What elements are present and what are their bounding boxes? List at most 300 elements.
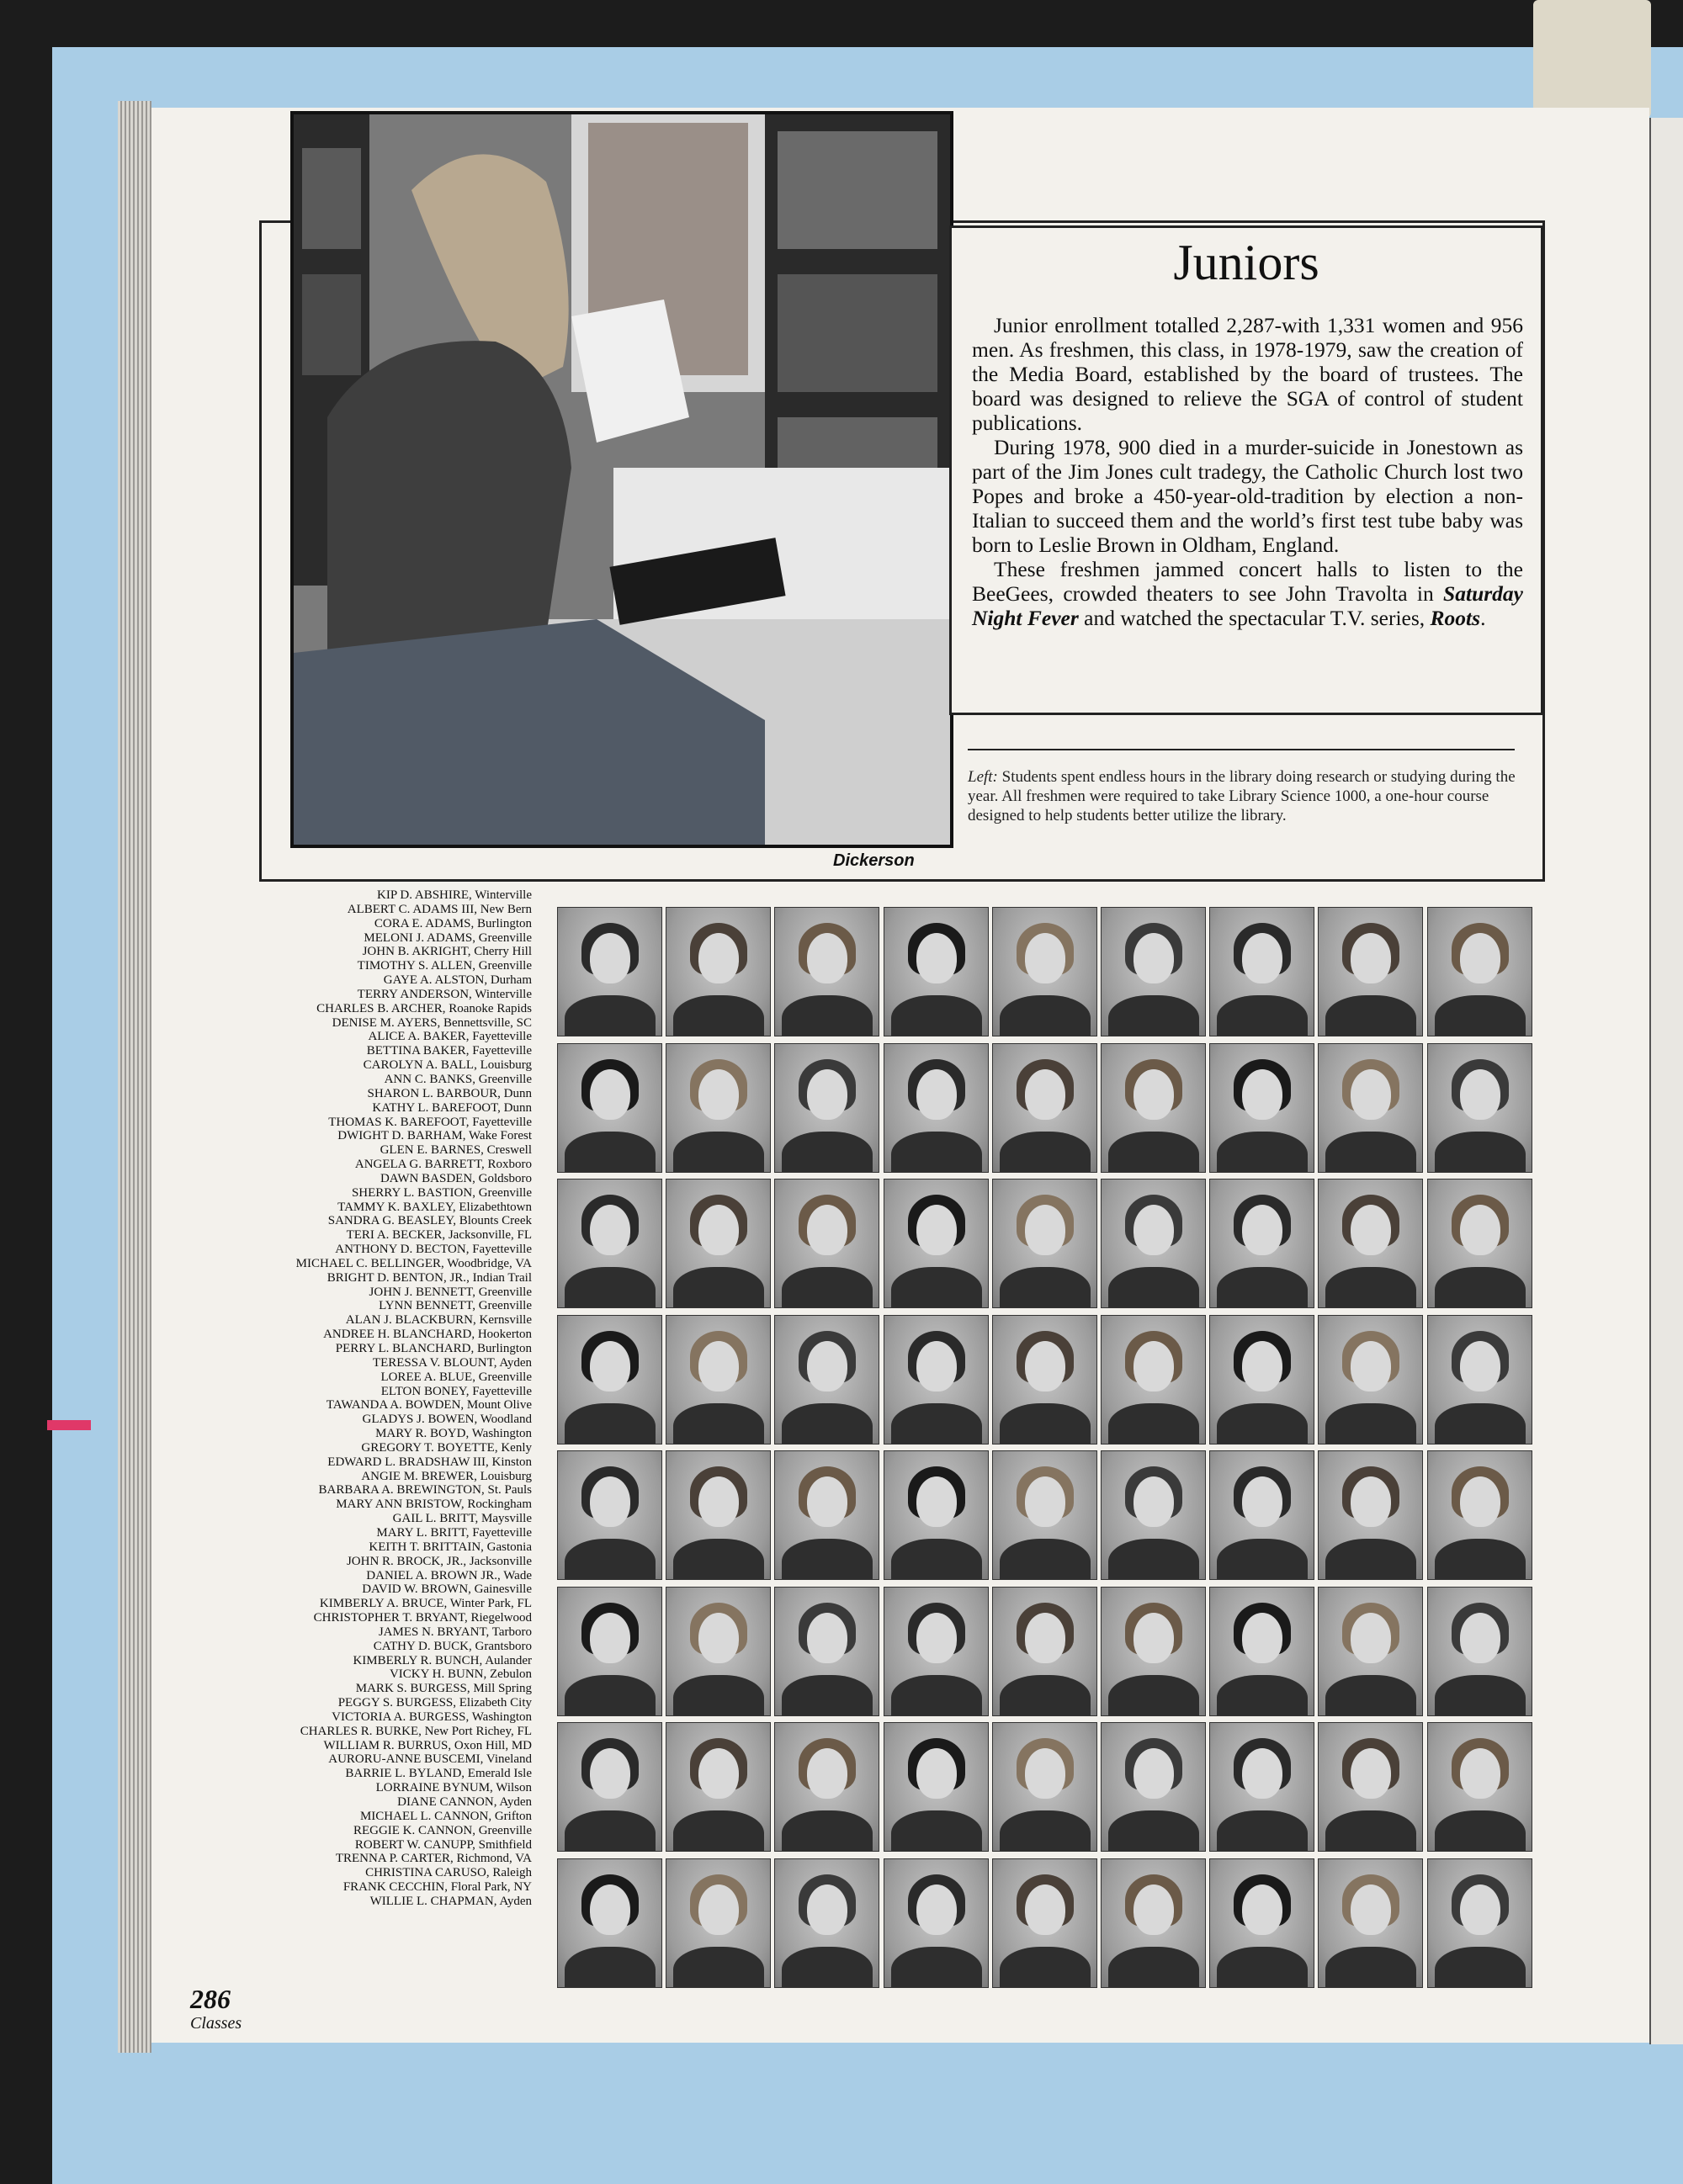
page-edges (118, 101, 151, 2053)
portrait-face (590, 1341, 630, 1392)
photo-credit: Dickerson (833, 851, 915, 870)
student-name: KIP D. ABSHIRE (377, 888, 470, 902)
student-portrait (666, 1587, 771, 1716)
student-portrait (557, 1179, 662, 1308)
roster-entry: CORA E. ADAMS, Burlington (374, 916, 532, 930)
article-body (972, 313, 1523, 630)
portrait-grid (555, 907, 1537, 2007)
portrait-shoulders (1000, 1947, 1091, 1988)
student-portrait (1427, 1587, 1532, 1716)
portrait-shoulders (565, 1810, 656, 1852)
student-hometown: Washington (471, 1710, 532, 1724)
student-portrait (774, 1315, 879, 1445)
portrait-face (916, 1748, 957, 1799)
student-hometown: Greenville (478, 1823, 532, 1837)
student-portrait (1427, 1315, 1532, 1445)
student-hometown: New Port Richey, FL (424, 1724, 532, 1738)
roster-entry: ANGELA G. BARRETT, Roxboro (354, 1158, 532, 1172)
portrait-shoulders (1000, 1539, 1091, 1580)
student-name: DIANE CANNON (397, 1795, 494, 1809)
roster-entry: KATHY L. BAREFOOT, Dunn (372, 1100, 532, 1115)
roster-entry: TAWANDA A. BOWDEN, Mount Olive (326, 1398, 532, 1413)
student-hometown: Ayden (499, 1894, 532, 1908)
student-portrait (557, 907, 662, 1036)
portrait-shoulders (1435, 995, 1526, 1036)
student-hometown: Wade (503, 1568, 532, 1582)
student-name: GLADYS J. BOWEN (362, 1413, 475, 1427)
student-name: CHRISTINA CARUSO (365, 1866, 486, 1880)
student-hometown: New Bern (480, 902, 532, 916)
roster-entry: ROBERT W. CANUPP, Smithfield (354, 1837, 532, 1852)
student-portrait (1318, 1043, 1423, 1173)
roster-entry: TAMMY K. BAXLEY, Elizabethtown (337, 1200, 532, 1214)
student-name: VICKY H. BUNN (389, 1667, 484, 1682)
student-portrait (557, 1043, 662, 1173)
portrait-face (590, 1884, 630, 1935)
student-name: SANDRA G. BEASLEY (327, 1214, 454, 1228)
roster-entry: JOHN B. AKRIGHT, Cherry Hill (362, 945, 532, 959)
student-name: TERRY ANDERSON (357, 987, 470, 1001)
paragraph-3-text-a: These freshmen jammed concert halls to listen to the BeeGees, crowded theaters to see John Travolta in (972, 557, 1523, 606)
student-portrait (774, 1450, 879, 1580)
student-name: ANGELA G. BARRETT (354, 1158, 481, 1172)
portrait-shoulders (1435, 1403, 1526, 1445)
student-name: ALICE A. BAKER (368, 1030, 466, 1044)
portrait-face (1351, 1341, 1391, 1392)
student-name: CORA E. ADAMS (374, 916, 471, 930)
portrait-face (807, 1613, 847, 1663)
roster-entry: MARK S. BURGESS, Mill Spring (355, 1682, 532, 1696)
student-hometown: Aulander (485, 1653, 532, 1667)
student-name: KIMBERLY R. BUNCH (353, 1653, 480, 1667)
portrait-face (1460, 1341, 1500, 1392)
student-portrait (1318, 1179, 1423, 1308)
student-portrait (992, 1043, 1097, 1173)
roster-entry: TERI A. BECKER, Jacksonville, FL (346, 1228, 532, 1243)
student-portrait (992, 1450, 1097, 1580)
student-portrait (557, 1450, 662, 1580)
portrait-shoulders (1325, 1947, 1416, 1988)
student-portrait (557, 1722, 662, 1852)
student-hometown: Wake Forest (468, 1129, 532, 1143)
portrait-shoulders (1435, 1675, 1526, 1716)
student-portrait (1209, 1722, 1314, 1852)
portrait-shoulders (782, 1675, 873, 1716)
portrait-shoulders (891, 1403, 982, 1445)
student-portrait (1209, 1858, 1314, 1988)
student-portrait (774, 1722, 879, 1852)
roster-entry: BARRIE L. BYLAND, Emerald Isle (345, 1767, 532, 1781)
student-name: DANIEL A. BROWN JR. (366, 1568, 497, 1582)
student-hometown: Floral Park, NY (450, 1880, 532, 1895)
student-portrait (666, 907, 771, 1036)
portrait-face (1134, 1613, 1174, 1663)
student-hometown: Grifton (494, 1809, 532, 1823)
roster-entry: DANIEL A. BROWN JR., Wade (366, 1568, 532, 1582)
student-portrait (1427, 1450, 1532, 1580)
student-hometown: Woodbridge, VA (447, 1256, 532, 1270)
student-portrait (992, 1858, 1097, 1988)
portrait-face (1242, 1205, 1282, 1255)
portrait-face (1134, 1884, 1174, 1935)
student-name: PERRY L. BLANCHARD (335, 1342, 471, 1355)
portrait-face (916, 1884, 957, 1935)
roster-entry: SHERRY L. BASTION, Greenville (351, 1185, 532, 1200)
photo-caption (968, 767, 1516, 825)
student-hometown: Tarboro (491, 1625, 532, 1639)
portrait-shoulders (1108, 1132, 1199, 1173)
student-hometown: Zebulon (490, 1667, 532, 1682)
cover-mark (47, 1420, 91, 1430)
student-hometown: Greenville (478, 1072, 532, 1086)
article-paragraph-1: Junior enrollment totalled 2,287-with 1,331 women and 956 men. As freshmen, this class, in 1978-1979, saw the creation of the Media Board, established by the board of trustees. The board was designed to relieve the SGA of control of student publications. (972, 313, 1523, 435)
library-photo-illustration (294, 114, 950, 845)
portrait-shoulders (1217, 1132, 1308, 1173)
portrait-shoulders (1435, 1539, 1526, 1580)
student-name: MARK S. BURGESS (355, 1682, 467, 1696)
student-name: ANTHONY D. BECTON (335, 1243, 466, 1257)
student-hometown: Gainesville (474, 1582, 532, 1597)
portrait-shoulders (782, 995, 873, 1036)
portrait-face (1025, 1069, 1065, 1120)
portrait-face (1134, 1341, 1174, 1392)
roster-entry: SHARON L. BARBOUR, Dunn (367, 1086, 532, 1100)
roster-entry: BETTINA BAKER, Fayetteville (366, 1044, 532, 1058)
student-name: ROBERT W. CANUPP (354, 1837, 473, 1852)
roster-entry: GLEN E. BARNES, Creswell (380, 1143, 532, 1158)
portrait-shoulders (1325, 995, 1416, 1036)
student-hometown: Elizabethtown (459, 1200, 532, 1214)
portrait-face (1242, 1341, 1282, 1392)
portrait-shoulders (1217, 1675, 1308, 1716)
portrait-face (1025, 1884, 1065, 1935)
student-portrait (1101, 1858, 1206, 1988)
student-portrait (884, 907, 989, 1036)
portrait-face (916, 933, 957, 983)
student-portrait (1427, 1722, 1532, 1852)
portrait-face (1025, 933, 1065, 983)
roster-entry: WILLIAM R. BURRUS, Oxon Hill, MD (323, 1738, 532, 1752)
student-portrait (557, 1315, 662, 1445)
portrait-shoulders (565, 1947, 656, 1988)
portrait-face (590, 1205, 630, 1255)
student-portrait (884, 1587, 989, 1716)
article-paragraph-2: During 1978, 900 died in a murder-suicide in Jonestown as part of the Jim Jones cult tradegy, the Catholic Church lost two Popes and broke a 450-year-old-tradition by election a non-Italian to succeed them and the world’s first test tube baby was born to Leslie Brown in Oldham, England. (972, 435, 1523, 557)
student-hometown: Fayetteville (472, 1384, 532, 1398)
paragraph-3-end: . (1480, 606, 1486, 630)
portrait-face (1351, 1884, 1391, 1935)
student-name: KATHY L. BAREFOOT (372, 1100, 498, 1115)
student-name: TRENNA P. CARTER (335, 1852, 451, 1866)
portrait-face (1025, 1476, 1065, 1527)
portrait-face (1351, 1476, 1391, 1527)
student-name: KIMBERLY A. BRUCE (319, 1597, 444, 1611)
roster-entry: VICKY H. BUNN, Zebulon (389, 1667, 532, 1682)
student-portrait (992, 1179, 1097, 1308)
student-name: JOHN J. BENNETT (369, 1285, 473, 1299)
portrait-shoulders (1217, 1539, 1308, 1580)
student-name: DAVID W. BROWN (362, 1582, 469, 1597)
portrait-face (698, 1884, 739, 1935)
roster-entry: THOMAS K. BAREFOOT, Fayetteville (328, 1115, 532, 1129)
student-portrait (1318, 1587, 1423, 1716)
portrait-face (807, 1341, 847, 1392)
portrait-shoulders (1435, 1947, 1526, 1988)
student-portrait (884, 1722, 989, 1852)
student-name: BARBARA A. BREWINGTON (318, 1483, 481, 1498)
page-number: 286 (190, 1984, 231, 2014)
portrait-face (807, 1069, 847, 1120)
student-hometown: Emerald Isle (467, 1767, 532, 1781)
portrait-face (916, 1476, 957, 1527)
student-hometown: Oxon Hill, MD (454, 1738, 532, 1752)
portrait-shoulders (891, 1132, 982, 1173)
portrait-face (807, 933, 847, 983)
student-name: MICHAEL C. BELLINGER (295, 1256, 442, 1270)
student-name: GREGORY T. BOYETTE (361, 1440, 495, 1455)
student-hometown: Greenville (478, 1299, 532, 1313)
student-name: GAIL L. BRITT (392, 1512, 475, 1526)
portrait-face (1460, 1613, 1500, 1663)
student-hometown: Dunn (503, 1100, 532, 1115)
portrait-face (698, 933, 739, 983)
student-portrait (1209, 907, 1314, 1036)
portrait-shoulders (565, 995, 656, 1036)
portrait-shoulders (891, 1810, 982, 1852)
student-portrait (1209, 1450, 1314, 1580)
student-name: JOHN R. BROCK, JR. (346, 1554, 464, 1568)
portrait-shoulders (1435, 1132, 1526, 1173)
student-hometown: Kernsville (479, 1313, 532, 1328)
portrait-face (1025, 1205, 1065, 1255)
portrait-shoulders (1217, 995, 1308, 1036)
student-portrait (1318, 1858, 1423, 1988)
student-hometown: Raleigh (492, 1866, 532, 1880)
student-portrait (666, 1858, 771, 1988)
portrait-face (1242, 1884, 1282, 1935)
student-hometown: Burlington (476, 1342, 532, 1355)
student-hometown: St. Pauls (487, 1483, 532, 1498)
portrait-face (1351, 1069, 1391, 1120)
roster-entry: TERESSA V. BLOUNT, Ayden (372, 1355, 532, 1370)
student-name: DAWN BASDEN (380, 1171, 473, 1185)
student-name: EDWARD L. BRADSHAW III (327, 1455, 486, 1469)
portrait-shoulders (1108, 1403, 1199, 1445)
portrait-face (698, 1205, 739, 1255)
roster-entry: LYNN BENNETT, Greenville (379, 1299, 532, 1313)
student-portrait (1101, 1450, 1206, 1580)
roster-entry: KIMBERLY A. BRUCE, Winter Park, FL (319, 1597, 532, 1611)
student-portrait (1101, 1722, 1206, 1852)
student-hometown: Greenville (478, 930, 532, 945)
roster-entry: MICHAEL L. CANNON, Grifton (359, 1809, 532, 1823)
portrait-face (590, 933, 630, 983)
page-title: Juniors (1173, 235, 1319, 290)
student-hometown: Durham (490, 973, 532, 988)
portrait-shoulders (673, 1947, 764, 1988)
portrait-face (1351, 1613, 1391, 1663)
student-portrait (666, 1043, 771, 1173)
student-name: VICTORIA A. BURGESS (332, 1710, 466, 1724)
portrait-face (1134, 933, 1174, 983)
portrait-shoulders (1325, 1810, 1416, 1852)
student-hometown: Burlington (476, 916, 532, 930)
student-hometown: Kinston (491, 1455, 532, 1469)
portrait-shoulders (565, 1132, 656, 1173)
film-title: Saturday Night Fever (972, 581, 1523, 630)
portrait-shoulders (565, 1267, 656, 1308)
student-portrait (884, 1043, 989, 1173)
roster-entry: KIP D. ABSHIRE, Winterville (377, 888, 532, 902)
portrait-shoulders (782, 1132, 873, 1173)
portrait-face (1242, 1613, 1282, 1663)
student-hometown: Richmond, VA (456, 1852, 532, 1866)
student-hometown: Wilson (496, 1781, 532, 1795)
portrait-shoulders (782, 1810, 873, 1852)
roster-entry: DWIGHT D. BARHAM, Wake Forest (337, 1129, 532, 1143)
student-hometown: Grantsboro (475, 1639, 532, 1653)
portrait-face (807, 1476, 847, 1527)
student-name: GLEN E. BARNES (380, 1143, 481, 1158)
student-hometown: Smithfield (478, 1837, 532, 1852)
student-hometown: Bennettsville, SC (443, 1015, 532, 1030)
roster-entry: LOREE A. BLUE, Greenville (380, 1370, 532, 1384)
student-portrait (884, 1450, 989, 1580)
portrait-shoulders (1325, 1403, 1416, 1445)
student-portrait (992, 1315, 1097, 1445)
portrait-face (1242, 1069, 1282, 1120)
portrait-shoulders (673, 1403, 764, 1445)
portrait-shoulders (782, 1539, 873, 1580)
roster-entry: TRENNA P. CARTER, Richmond, VA (335, 1852, 532, 1866)
portrait-shoulders (1435, 1267, 1526, 1308)
student-portrait (1318, 1722, 1423, 1852)
portrait-shoulders (1325, 1539, 1416, 1580)
student-hometown: Winter Park, FL (449, 1597, 532, 1611)
student-name: CHARLES R. BURKE (300, 1724, 419, 1738)
portrait-shoulders (891, 1539, 982, 1580)
roster-entry: CHARLES R. BURKE, New Port Richey, FL (300, 1724, 532, 1738)
student-name: ALAN J. BLACKBURN (345, 1313, 474, 1328)
portrait-face (698, 1476, 739, 1527)
roster-entry: CATHY D. BUCK, Grantsboro (373, 1639, 532, 1653)
roster-entry: WILLIE L. CHAPMAN, Ayden (369, 1894, 532, 1908)
student-hometown: Kenly (501, 1440, 532, 1455)
roster-entry: CAROLYN A. BALL, Louisburg (363, 1058, 532, 1073)
student-name: THOMAS K. BAREFOOT (328, 1115, 466, 1129)
student-portrait (992, 907, 1097, 1036)
roster-entry: MARY L. BRITT, Fayetteville (376, 1525, 532, 1540)
student-name: LYNN BENNETT (379, 1299, 473, 1313)
student-name: ANDREE H. BLANCHARD (323, 1328, 472, 1342)
student-name: ANGIE M. BREWER (361, 1469, 475, 1483)
portrait-shoulders (891, 995, 982, 1036)
roster-entry: CHRISTINA CARUSO, Raleigh (365, 1866, 532, 1880)
portrait-shoulders (1000, 1675, 1091, 1716)
student-portrait (1427, 1858, 1532, 1988)
student-hometown: Blounts Creek (459, 1214, 532, 1228)
portrait-face (1351, 933, 1391, 983)
portrait-face (1025, 1613, 1065, 1663)
portrait-face (698, 1341, 739, 1392)
student-hometown: Woodland (480, 1413, 532, 1427)
student-portrait (1101, 907, 1206, 1036)
student-portrait (666, 1315, 771, 1445)
student-hometown: Fayetteville (472, 1243, 532, 1257)
student-hometown: Vineland (486, 1752, 532, 1767)
student-hometown: Goldsboro (478, 1171, 532, 1185)
student-hometown: Roxboro (487, 1158, 532, 1172)
student-hometown: Dunn (503, 1086, 532, 1100)
student-portrait (774, 907, 879, 1036)
portrait-face (590, 1613, 630, 1663)
student-name: TERESSA V. BLOUNT (372, 1355, 494, 1370)
student-name: SHERRY L. BASTION (351, 1185, 473, 1200)
student-hometown: Fayetteville (472, 1115, 532, 1129)
article-paragraph-3 (972, 557, 1523, 630)
student-portrait (774, 1043, 879, 1173)
student-portrait (992, 1722, 1097, 1852)
portrait-face (590, 1476, 630, 1527)
roster-entry: JOHN J. BENNETT, Greenville (369, 1285, 532, 1299)
student-portrait (1209, 1315, 1314, 1445)
portrait-shoulders (1000, 1810, 1091, 1852)
portrait-face (1460, 1476, 1500, 1527)
student-name: CATHY D. BUCK (373, 1639, 469, 1653)
student-hometown: Greenville (478, 959, 532, 973)
portrait-shoulders (1108, 1675, 1199, 1716)
student-name: MARY L. BRITT (376, 1525, 466, 1540)
roster-entry: ANGIE M. BREWER, Louisburg (361, 1469, 532, 1483)
roster-entry: TERRY ANDERSON, Winterville (357, 987, 532, 1001)
student-portrait (1318, 1315, 1423, 1445)
student-portrait (1209, 1587, 1314, 1716)
portrait-shoulders (891, 1267, 982, 1308)
portrait-face (807, 1884, 847, 1935)
student-hometown: Jacksonville (469, 1554, 532, 1568)
portrait-face (1134, 1205, 1174, 1255)
student-portrait (1209, 1043, 1314, 1173)
student-name: MARY R. BOYD (375, 1427, 466, 1441)
roster-entry: PERRY L. BLANCHARD, Burlington (335, 1342, 532, 1355)
student-hometown: Louisburg (480, 1469, 532, 1483)
portrait-shoulders (1000, 1132, 1091, 1173)
portrait-face (1460, 1884, 1500, 1935)
student-portrait (884, 1315, 989, 1445)
student-hometown: Indian Trail (472, 1270, 532, 1285)
roster-entry: FRANK CECCHIN, Floral Park, NY (342, 1880, 532, 1895)
portrait-face (1460, 1205, 1500, 1255)
portrait-face (1460, 933, 1500, 983)
portrait-face (1460, 1748, 1500, 1799)
student-name: BARRIE L. BYLAND (345, 1767, 462, 1781)
student-portrait (774, 1858, 879, 1988)
student-hometown: Greenville (478, 1285, 532, 1299)
portrait-shoulders (1325, 1132, 1416, 1173)
portrait-shoulders (1108, 1267, 1199, 1308)
student-portrait (557, 1587, 662, 1716)
student-name: MICHAEL L. CANNON (359, 1809, 489, 1823)
portrait-face (1134, 1748, 1174, 1799)
student-portrait (774, 1587, 879, 1716)
roster-entry: MICHAEL C. BELLINGER, Woodbridge, VA (295, 1256, 532, 1270)
student-portrait (1101, 1043, 1206, 1173)
student-portrait (1101, 1179, 1206, 1308)
roster-entry: CHRISTOPHER T. BRYANT, Riegelwood (313, 1611, 532, 1625)
student-name: GAYE A. ALSTON (383, 973, 485, 988)
student-portrait (666, 1179, 771, 1308)
student-name: FRANK CECCHIN (342, 1880, 445, 1895)
